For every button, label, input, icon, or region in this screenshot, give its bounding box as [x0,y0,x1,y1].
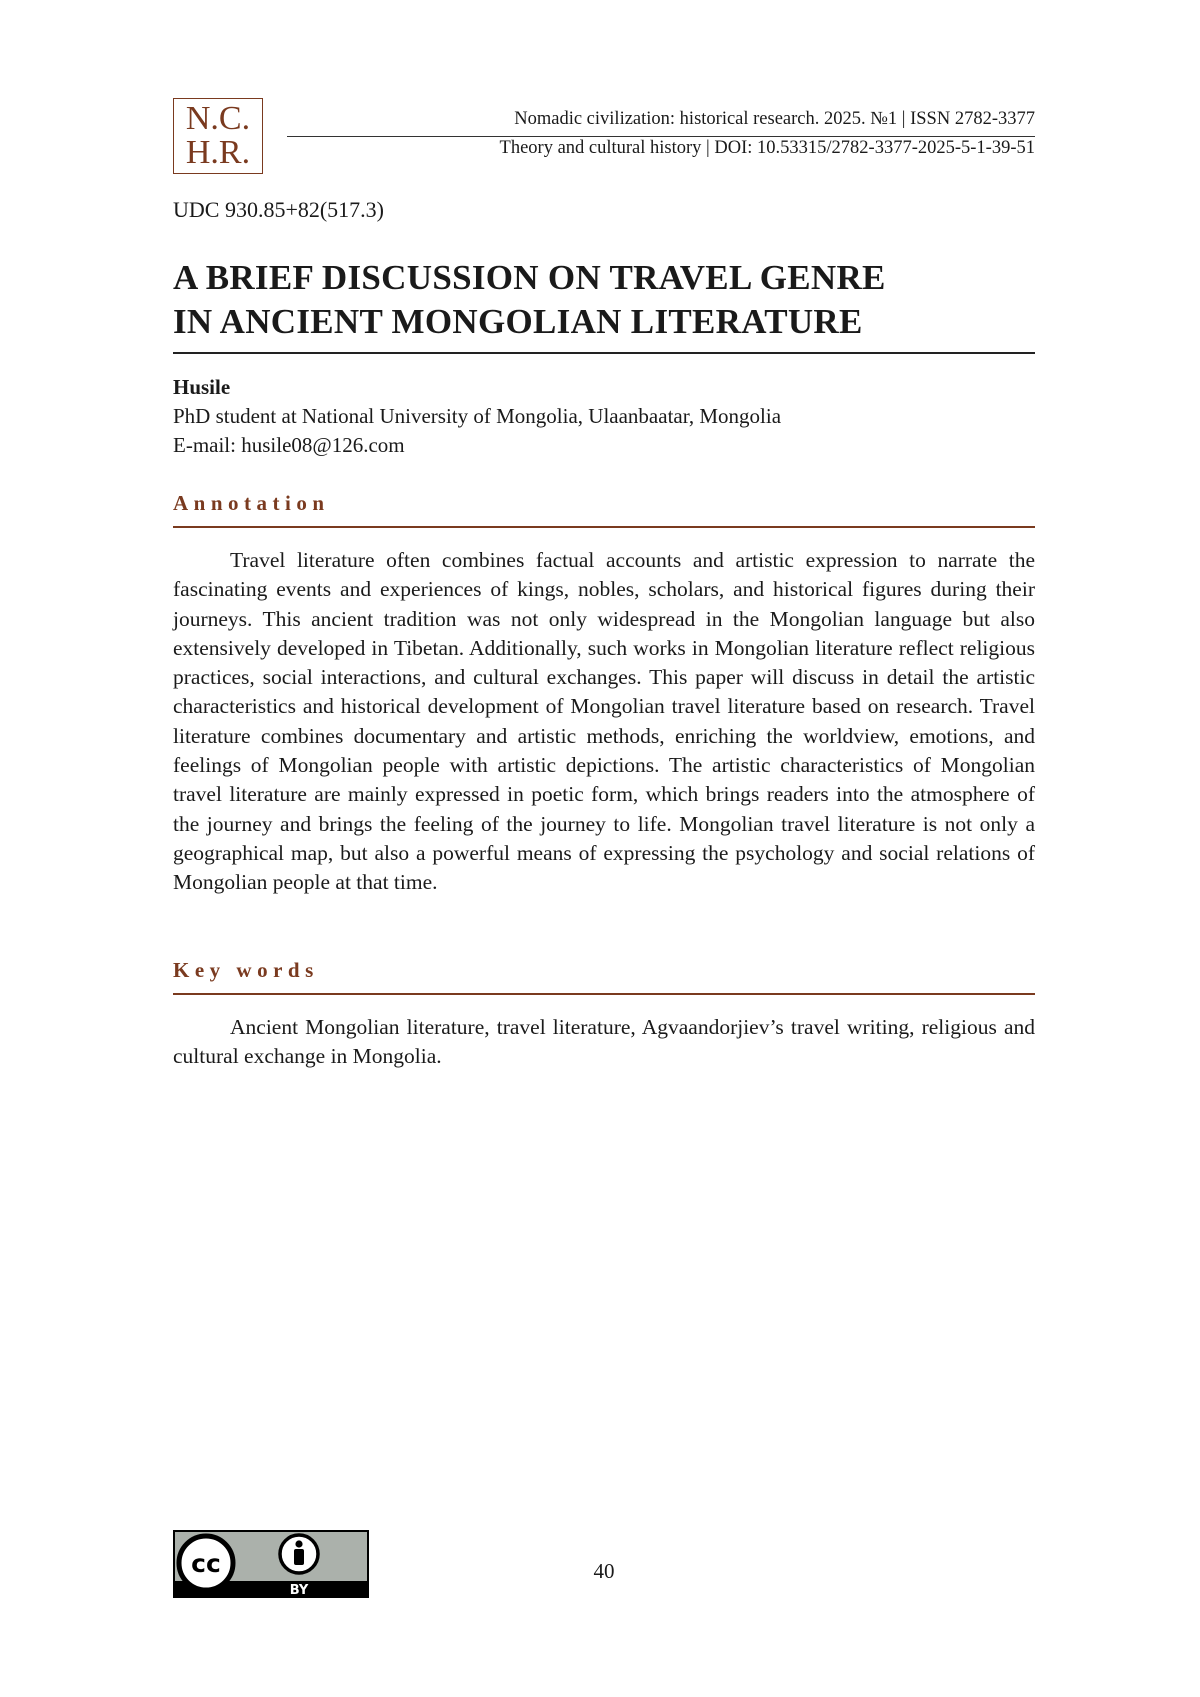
title-divider [173,352,1035,354]
annotation-divider [173,526,1035,528]
header-divider [287,136,1035,137]
author-block [173,373,781,460]
keywords-divider [173,993,1035,995]
page-number: 40 [593,1559,615,1583]
annotation-text: Travel literature often combines factual accounts and artistic expression to narrate the fascinating events and experiences of kings, nobles, scholars, and historical figures during their journeys. This ancient tradition was not only widespread in the Mongolian language but also extensively developed in Tibetan. Additionally, such works in Mongolian literature reflect religious practices, social interactions, and cultural exchanges. This paper will discuss in detail the artistic characteristics and historical development of Mongolian travel literature based on research. Travel literature combines documentary and artistic methods, enriching the worldview, emotions, and feelings of Mongolian people with artistic depictions. The artistic characteristics of Mongolian travel literature are mainly expressed in poetic form, which brings readers into the atmosphere of the journey and brings the feeling of the journey to life. Mongolian travel literature is not only a geographical map, but also a powerful means of expressing the psychology and social relations of Mongolian people at that time. [173,548,1035,895]
keywords-heading: Key words [173,958,319,982]
journal-info: Nomadic civilization: historical research. 2025. №1 | ISSN 2782-3377 [514,109,1035,129]
section-doi: Theory and cultural history | DOI: 10.53315/2782-3377-2025-5-1-39-51 [499,138,1035,158]
title-line-2: IN ANCIENT MONGOLIAN LITERATURE [173,302,863,341]
author-name: Husile [173,375,231,399]
logo-line-1: N.C. [185,100,251,137]
paper-page [173,0,1035,1697]
author-email: E-mail: husile08@126.com [173,433,405,457]
svg-text:cc: cc [191,1549,221,1578]
keywords-text: Ancient Mongolian literature, travel literature, Agvaandorjiev’s travel writing, religious and cultural exchange in Mongolia. [173,1015,1035,1069]
logo-line-2: H.R. [185,134,251,171]
journal-logo [173,98,263,174]
title-line-1: A BRIEF DISCUSSION ON TRAVEL GENRE [173,258,886,297]
license-label: BY [289,1583,309,1598]
author-affiliation: PhD student at National University of Mongolia, Ulaanbaatar, Mongolia [173,404,782,428]
article-title [173,256,1035,344]
udc-code: UDC 930.85+82(517.3) [173,197,385,222]
annotation-heading: Annotation [173,491,330,515]
